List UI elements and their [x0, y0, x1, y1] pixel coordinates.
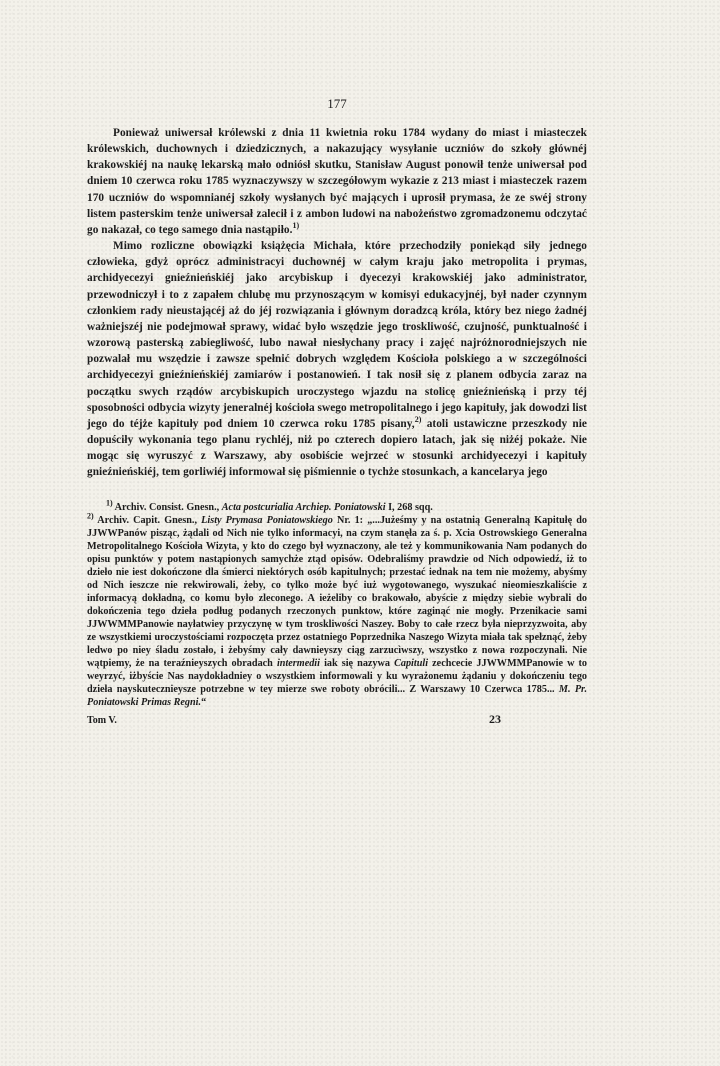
signature-mark: 23	[489, 711, 501, 726]
page-number: 177	[327, 96, 347, 111]
footnote-text: Archiv. Consist. Gnesn.,	[114, 502, 220, 514]
footnote	[87, 512, 588, 709]
volume-label: Tom V.	[87, 714, 117, 726]
paragraph	[87, 125, 587, 238]
footnote-text: zechcecie JJWWMMPanowie w to weyrzyć, iżbyście Nas naydokładniey o wszystkiem informowali y ku wyrażonemu żądaniu y dokończeniu tego dzieła nayskutecznieysze potrzebne w tey mierze swe roboty obrócili... Z Warszawy 10 Czerwca 1785...	[87, 657, 588, 695]
footnote-text: I, 268 sqq.	[388, 502, 433, 514]
footnote-italic: Acta postcurialia Archiep. Poniatowski	[221, 502, 386, 514]
footnote-marker: 1)	[106, 499, 113, 509]
footnote-italic: Listy Prymasa Poniatowskiego	[201, 515, 333, 527]
footnote-marker: 2)	[87, 512, 94, 521]
footnote-closing-quote: “	[201, 696, 207, 708]
paragraph-text: Ponieważ uniwersał królewski z dnia 11 kwietnia roku 1784 wydany do miast i miasteczek królewskich, duchownych i dziedzicznych, a nakazujący wysyłanie uczniów do szkoły głównéj krakowskiéj na naukę lekarską mało odniósł skutku, Stanisław August ponowił tenże uniwersał pod dniem 10 czerwca roku 1785 wyznaczywszy w szczegółowym wykazie z 213 miast i miasteczek razem 170 uczniów do wspomnianéj szkoły wysłanych być mających i uprosił prymasa, że ze swéj strony listem pasterskim tenże uniwersał zalecił i z ambon ludowi na nabożeństwo zgromadzonemu odczytać go nakazał, co tego samego dnia nastąpiło.	[87, 127, 587, 236]
page	[87, 96, 587, 727]
footnote-text: iak się nazywa	[324, 657, 390, 669]
footnote-ref[interactable]: 2)	[414, 415, 422, 425]
main-text	[87, 125, 587, 480]
footnote	[87, 499, 587, 515]
footnote-italic: intermedii	[276, 657, 320, 669]
paragraph	[87, 238, 587, 480]
paragraph-text: atoli ustawiczne przeszkody nie dopuściły wykonania tego planu rychléj, niż po czterech dopiero latach, jak się niżéj pokaże. Nie mogąc się wyruszyć z Warszawy, aby osobiście wejrzeć w stosunki archidyecezyi i kapituły gnieźnieńskiéj, tem gorliwiéj informował się piśmiennie o tychże stosunkach, a kancelarya jego	[87, 417, 587, 479]
page-footer	[87, 712, 587, 727]
footnote-ref[interactable]: 1)	[292, 221, 300, 231]
footnote-text: Nr. 1: „...Jużeśmy y na ostatnią Generalną Kapitułę do JJWWPanów pisząc, żądali od Nich nie tylko informacyi, na czym stanęła za ś. p. Xcia Ostrowskiego Generalna Metropolitalnego Kościoła Wizyta, y kto do czego był wyznaczony, ale też y kommunikowania Nam podanych do opisu punktów y potem nastąpionych samychże ztąd opisów. Odebraliśmy prawdzie od Nich odpowiedź, iż to dzieło nie iest dokończone dla śmierci niektórych osób kapitulnych; przestać iednak na tem nie możemy, abyśmy od Nich ieszcze nie rekwirowali, żeby, co tylko może być iuż wygotowanego, wyszukać nieomieszkaliście z informacyą dokładną, co komu było zleconego. A ieżeliby co brakowało, abyście z między siebie wybrali do dokończenia tego dzieła podług podanych rzeczonych punktow, które zaginąć nie mogły. Przenikacie sami JJWWMMPanowie nayłatwiey przyczynę w tym troskliwości Naszey. Boby to całe rzecz była nieprzyzwoita, aby ze wszystkiemi uroczystościami rozpoczęta przez ostatniego Poprzednika Naszego Wizyta miała tak spełznąć, żeby ledwo po niey śladu zostało, i żebyśmy cały dawnieyszy ciąg zarzucìwszy, wszystko z nowa rozpoczynali. Nie wątpiemy, że na teraźnieyszych obradach	[87, 515, 588, 669]
footnote-italic: M. Pr. Poniatowski Primas Regni.	[87, 683, 587, 708]
paragraph-text: Mimo rozliczne obowiązki książęcia Michała, które przechodziły poniekąd siły jednego człowieka, gdyż oprócz administracyi duchownéj w całym kraju jako metropolita i prymas, archidyecezyi gnieźnieńskiéj jako arcybiskup i dyecezyi krakowskiéj jako administrator, przewodniczył i to z zapałem chlubę mu przynoszącym w komisyi edukacyjnéj, był nader czynnym członkiem rady nieustającéj aż do jéj rozwiązania i głównym doradzcą króla, który bez niego żadnéj ważniejszéj nie podejmował sprawy, widać było wszędzie jego troskliwość, czujność, punktualność i wzorową pasterską zabiegliwość, lubo nawał niesłychany pracy i zajęć najróżnorodniejszych nie pozwalał mu wszędzie i zawsze spełnić dobrych względem Kościoła polskiego a w szczególności archidyecezyi gnieźnieńskiéj zamiarów i postanowień. I tak nosił się z planem odbycia zaraz na początku swych rządów arcybiskupich uroczystego wjazdu na stolicę gnieźnieńską i przy téj sposobności odbycia wizyty jeneralnéj kościoła swego metropolitalnego i jego kapituły, jak dowodzi list jego do téjże kapituły pod dniem 10 czerwca roku 1785 pisany,	[87, 240, 587, 430]
footnote-italic: Capituli	[394, 657, 429, 669]
footnotes	[87, 499, 588, 709]
footnote-text: Archiv. Capit. Gnesn.,	[97, 515, 198, 527]
